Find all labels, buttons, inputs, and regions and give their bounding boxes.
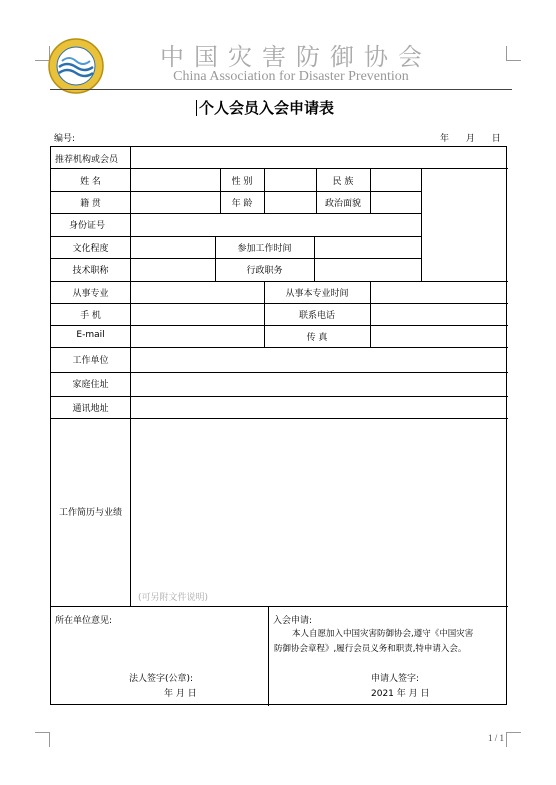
application-line-2: 防御协会章程》,履行会员义务和职责,特申请入会。 <box>274 644 467 654</box>
page-number: 1 / 1 <box>488 733 505 743</box>
unit-opinion-label: 所在单位意见: <box>55 616 113 626</box>
application-label: 入会申请: <box>273 616 313 626</box>
name-label: 姓 名 <box>80 177 101 187</box>
age-label: 年 龄 <box>231 199 253 209</box>
applicant-date-label: 2021 年 月 日 <box>371 689 430 699</box>
org-name-cn: 中国灾害防御协会 <box>160 43 432 71</box>
cadp-logo-icon <box>47 37 105 95</box>
fax-label: 传 真 <box>306 333 328 343</box>
gender-label: 性 别 <box>231 177 253 187</box>
header-rule <box>50 89 512 90</box>
birthplace-label: 籍 贯 <box>80 199 101 209</box>
email-label: E-mail <box>76 330 105 340</box>
application-form-table <box>50 146 507 705</box>
political-status-label: 政治面貌 <box>324 199 361 209</box>
home-address-label: 家庭住址 <box>72 380 109 390</box>
org-name-en: China Association for Disaster Prevention <box>173 69 409 84</box>
unit-date-label: 年 月 日 <box>164 689 197 699</box>
text-cursor <box>196 100 197 116</box>
form-date-label: 年 月 日 <box>440 134 501 144</box>
specialty-label: 从事专业 <box>72 289 109 299</box>
work-start-label: 参加工作时间 <box>237 244 292 254</box>
phone-label: 联系电话 <box>298 311 335 321</box>
resume-label: 工作简历与业绩 <box>58 508 122 518</box>
application-line-1: 本人自愿加入中国灾害防御协会,遵守《中国灾害 <box>292 629 474 639</box>
resume-hint: (可另附文件说明) <box>138 593 209 603</box>
id-number-label: 身份证号 <box>69 221 106 231</box>
ethnicity-label: 民 族 <box>332 177 354 187</box>
education-label: 文化程度 <box>72 244 109 254</box>
specialty-time-label: 从事本专业时间 <box>285 289 349 299</box>
admin-post-label: 行政职务 <box>246 266 283 276</box>
mobile-label: 手 机 <box>80 311 101 321</box>
recommender-label: 推荐机构或会员 <box>55 155 119 165</box>
legal-sign-label: 法人签字(公章): <box>129 674 194 684</box>
mail-address-label: 通讯地址 <box>72 404 109 414</box>
form-title-text: 个人会员入会申请表 <box>199 99 335 117</box>
employer-label: 工作单位 <box>72 356 109 366</box>
applicant-sign-label: 申请人签字: <box>371 674 420 684</box>
tech-title-label: 技术职称 <box>72 266 109 276</box>
form-title <box>196 97 396 118</box>
form-number-label: 编号: <box>54 134 76 144</box>
crop-mark-top-right <box>506 46 521 61</box>
application-statement <box>274 627 502 657</box>
crop-mark-bottom-left <box>35 732 50 747</box>
crop-mark-bottom-right <box>506 732 521 747</box>
